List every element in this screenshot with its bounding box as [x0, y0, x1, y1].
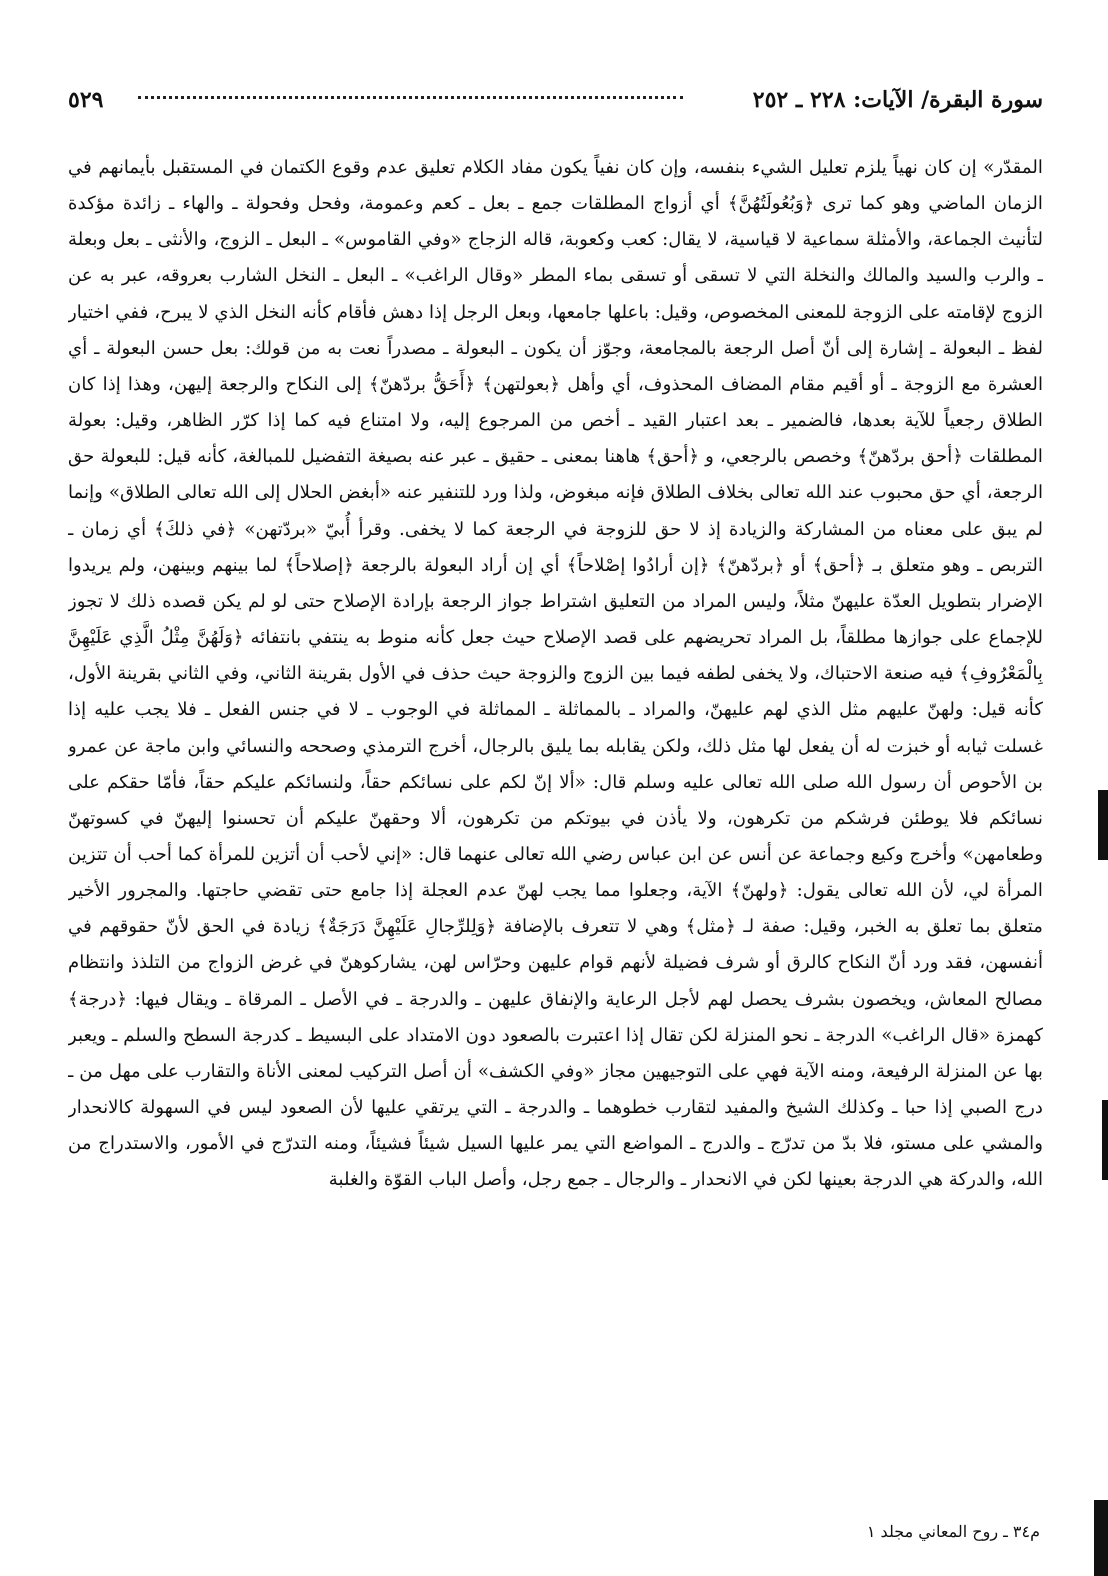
surah-title: سورة البقرة/ الآيات: ٢٢٨ ـ ٢٥٢ [752, 87, 1043, 113]
scan-edge-mark [1098, 790, 1108, 860]
commentary-body [68, 150, 1043, 1500]
signature-footer: م٣٤ ـ روح المعاني مجلد ١ [866, 1522, 1040, 1541]
header-dot-leader [138, 96, 683, 99]
scan-edge-mark [1094, 1500, 1108, 1576]
page-number: ٥٢٩ [68, 87, 104, 113]
scan-edge-mark [1102, 1100, 1108, 1180]
running-header [68, 82, 1043, 118]
commentary-paragraph: المقدّر» إن كان نهياً يلزم تعليل الشيء بنفسه، وإن كان نفياً يكون مفاد الكلام تعليق عدم وقوع الكتمان في المستقبل بأيمانهم في الزمان الماضي وهو كما ترى ﴿وَبُعُولَتُهُنَّ﴾ أي أزواج المطلقات جمع ـ بعل ـ كعم وعمومة، وفحل وفحولة ـ والهاء ـ زائدة مؤكدة لتأنيث الجماعة، والأمثلة سماعية لا قياسية، لا يقال: كعب وكعوبة، قاله الزجاج «وفي القاموس» ـ البعل ـ الزوج، والأنثى ـ بعل وبعلة ـ والرب والسيد والمالك والنخلة التي لا تسقى أو تسقى بماء المطر «وقال الراغب» ـ البعل ـ النخل الشارب بعروقه، عبر به عن الزوج لإقامته على الزوجة للمعنى المخصوص، وقيل: باعلها جامعها، وبعل الرجل إذا دهش فأقام كأنه النخل الذي لا يبرح، ففي اختيار لفظ ـ البعولة ـ إشارة إلى أنّ أصل الرجعة بالمجامعة، وجوّز أن يكون ـ البعولة ـ مصدراً نعت به من قولك: بعل حسن البعولة ـ أي العشرة مع الزوجة ـ أو أقيم مقام المضاف المحذوف، أي وأهل ﴿بعولتهن﴾ ﴿أَحَقُّ بردّهنّ﴾ إلى النكاح والرجعة إليهن، وهذا إذا كان الطلاق رجعياً للآية بعدها، فالضمير ـ بعد اعتبار القيد ـ أخص من المرجوع إليه، ولا امتناع فيه كما إذا كرّر الظاهر، وقيل: بعولة المطلقات ﴿أحق بردّهنّ﴾ وخصص بالرجعي، و ﴿أحق﴾ هاهنا بمعنى ـ حقيق ـ عبر عنه بصيغة التفضيل للمبالغة، كأنه قيل: للبعولة حق الرجعة، أي حق محبوب عند الله تعالى بخلاف الطلاق فإنه مبغوض، ولذا ورد للتنفير عنه «أبغض الحلال إلى الله تعالى الطلاق» وإنما لم يبق على معناه من المشاركة والزيادة إذ لا حق للزوجة في الرجعة كما لا يخفى. وقرأ أُبيّ «بردّتهن» ﴿في ذلكَ﴾ أي زمان ـ التربص ـ وهو متعلق بـ ﴿أحق﴾ أو ﴿بردّهنّ﴾ ﴿إن أرادُوا إصْلاحاً﴾ أي إن أراد البعولة بالرجعة ﴿إصلاحاً﴾ لما بينهم وبينهن، ولم يريدوا الإضرار بتطويل العدّة عليهنّ مثلاً، وليس المراد من التعليق اشتراط جواز الرجعة بإرادة الإصلاح حتى لو لم يكن قصده ذلك لا تجوز للإجماع على جوازها مطلقاً، بل المراد تحريضهم على قصد الإصلاح حيث جعل كأنه منوط به ينتفي بانتفائه ﴿وَلَهُنَّ مِثْلُ الَّذِي عَلَيْهِنَّ بِالْمَعْرُوفِ﴾ فيه صنعة الاحتباك، ولا يخفى لطفه فيما بين الزوج والزوجة حيث حذف في الأول بقرينة الثاني، وفي الثاني بقرينة الأول، كأنه قيل: ولهنّ عليهم مثل الذي لهم عليهنّ، والمراد ـ بالمماثلة ـ المماثلة في الوجوب ـ لا في جنس الفعل ـ فلا يجب عليه إذا غسلت ثيابه أو خبزت له أن يفعل لها مثل ذلك، ولكن يقابله بما يليق بالرجال، أخرج الترمذي وصححه والنسائي وابن ماجة عن عمرو بن الأحوص أن رسول الله صلى الله تعالى عليه وسلم قال: «ألا إنّ لكم على نسائكم حقاً، ولنسائكم عليكم حقاً، فأمّا حقكم على نسائكم فلا يوطئن فرشكم من تكرهون، ولا يأذن في بيوتكم من تكرهون، ألا وحقهنّ عليكم أن تحسنوا إليهنّ في كسوتهنّ وطعامهن» وأخرج وكيع وجماعة عن أنس عن ابن عباس رضي الله تعالى عنهما قال: «إني لأحب أن أتزين للمرأة كما أحب أن تتزين المرأة لي، لأن الله تعالى يقول: ﴿ولهنّ﴾ الآية، وجعلوا مما يجب لهنّ عدم العجلة إذا جامع حتى تقضي حاجتها. والمجرور الأخير متعلق بما تعلق به الخبر، وقيل: صفة لـ ﴿مثل﴾ وهي لا تتعرف بالإضافة ﴿وَلِلرِّجالِ عَلَيْهِنَّ دَرَجَةٌ﴾ زيادة في الحق لأنّ حقوقهم في أنفسهن، فقد ورد أنّ النكاح كالرق أو شرف فضيلة لأنهم قوام عليهن وحرّاس لهن، يشاركوهنّ في غرض الزواج من التلذذ وانتظام مصالح المعاش، ويخصون بشرف يحصل لهم لأجل الرعاية والإنفاق عليهن ـ والدرجة ـ في الأصل ـ المرقاة ـ ويقال فيها: ﴿درجة﴾ كهمزة «قال الراغب» الدرجة ـ نحو المنزلة لكن تقال إذا اعتبرت بالصعود دون الامتداد على البسيط ـ كدرجة السطح والسلم ـ ويعبر بها عن المنزلة الرفيعة، ومنه الآية فهي على التوجيهين مجاز «وفي الكشف» أن أصل التركيب لمعنى الأناة والتقارب على مهل من ـ درج الصبي إذا حبا ـ وكذلك الشيخ والمفيد لتقارب خطوهما ـ والدرجة ـ التي يرتقي عليها لأن الصعود ليس في السهولة كالانحدار والمشي على مستو، فلا بدّ من تدرّج ـ والدرج ـ المواضع التي يمر عليها السيل شيئاً فشيئاً، ومنه التدرّج في الأمور، والاستدراج من الله، والدركة هي الدرجة بعينها لكن في الانحدار ـ والرجال ـ جمع رجل، وأصل الباب القوّة والغلبة [68, 157, 1043, 1191]
